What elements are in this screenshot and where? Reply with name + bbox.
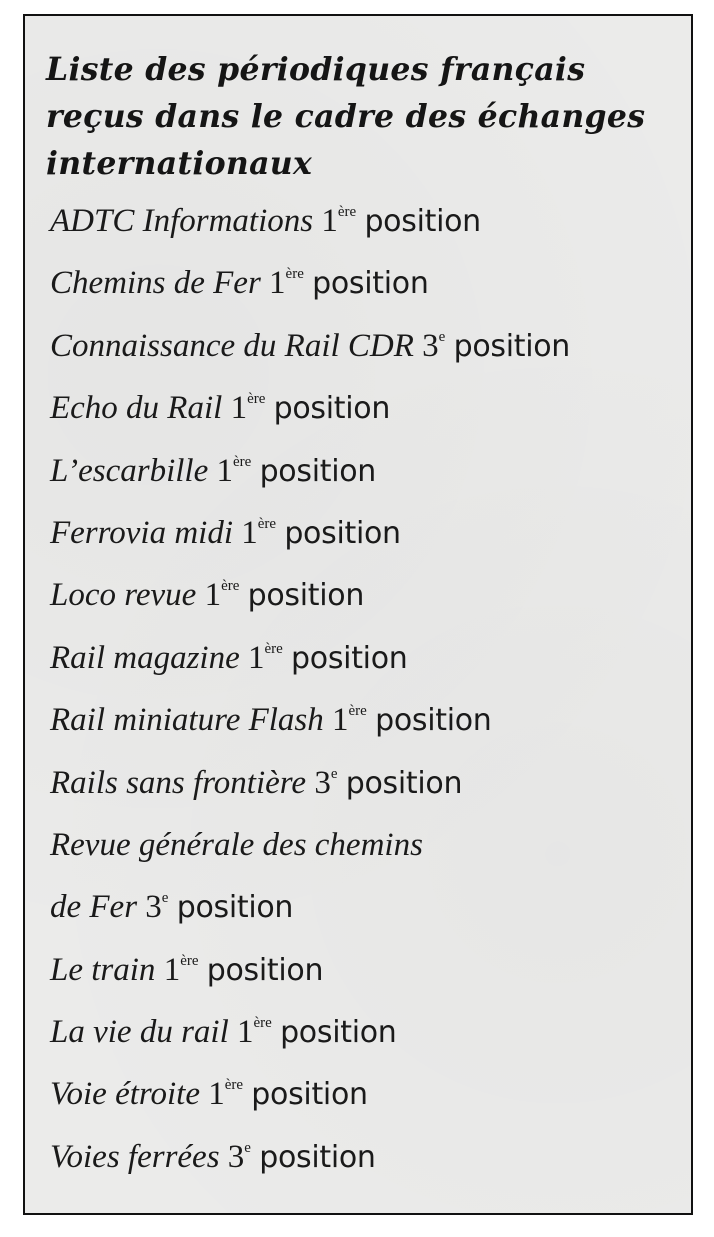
position-label: position	[453, 328, 571, 364]
position-rank: 1	[247, 639, 265, 676]
position-rank: 1	[163, 951, 181, 988]
periodical-name: Echo du Rail	[50, 390, 223, 427]
position-rank: 1	[332, 702, 349, 739]
periodical-name: Loco revue	[50, 577, 197, 614]
position-label: position	[364, 204, 481, 239]
position-rank: 1	[241, 514, 258, 551]
list-item	[50, 255, 680, 317]
position-label: position	[345, 765, 463, 801]
position-label: position	[247, 578, 365, 614]
periodical-name: Connaissance du Rail CDR	[50, 327, 414, 364]
rank-suffix: ère	[233, 453, 252, 470]
position-label: position	[291, 640, 408, 676]
periodical-name: de Fer	[50, 889, 138, 926]
rank-suffix: e	[161, 890, 169, 907]
rank-suffix: ère	[221, 578, 240, 595]
periodical-name: Revue générale des chemins	[50, 826, 423, 863]
list-item	[50, 505, 680, 567]
list-item	[50, 630, 680, 692]
title-line: Liste des périodiques français	[46, 51, 586, 88]
position-label: position	[176, 890, 294, 926]
list-item	[50, 1004, 680, 1066]
periodical-name: Rail miniature Flash	[50, 702, 324, 739]
periodical-name: Chemins de Fer	[50, 265, 261, 302]
periodical-name: Voie étroite	[50, 1076, 200, 1113]
title-line: reçus dans le cadre des échanges	[46, 98, 646, 135]
position-label: position	[375, 703, 492, 739]
title-line: internationaux	[46, 145, 313, 182]
position-label: position	[284, 515, 401, 551]
position-label: position	[280, 1015, 397, 1051]
rank-suffix: ère	[337, 204, 357, 220]
position-label: position	[251, 1077, 368, 1113]
periodicals-list	[50, 193, 680, 1191]
rank-suffix: e	[330, 765, 338, 782]
list-item	[50, 755, 680, 817]
rank-suffix: ère	[264, 640, 283, 657]
list-item	[50, 318, 680, 380]
position-rank: 3	[227, 1138, 245, 1175]
position-rank: 3	[422, 327, 439, 364]
periodical-name: Le train	[50, 951, 156, 988]
rank-suffix: ère	[253, 1015, 272, 1032]
list-item	[50, 443, 680, 505]
rank-suffix: ère	[257, 515, 277, 532]
position-rank: 1	[204, 577, 222, 614]
list-item	[50, 879, 680, 941]
periodical-name: ADTC Informations	[50, 203, 314, 239]
position-rank: 1	[321, 203, 338, 239]
position-rank: 1	[230, 390, 248, 427]
periodical-name: L’escarbille	[50, 452, 209, 489]
rank-suffix: e	[438, 328, 446, 345]
position-label: position	[259, 453, 376, 489]
rank-suffix: ère	[247, 391, 266, 408]
periodical-name: Voies ferrées	[50, 1138, 220, 1175]
list-item	[50, 817, 680, 879]
rank-suffix: ère	[224, 1077, 244, 1094]
rank-suffix: ère	[180, 952, 199, 969]
list-item	[50, 380, 680, 442]
periodical-name: Ferrovia midi	[50, 514, 233, 551]
position-label: position	[312, 266, 429, 302]
position-label: position	[273, 391, 391, 427]
position-rank: 3	[145, 889, 162, 926]
position-rank: 1	[208, 1076, 225, 1113]
list-item	[50, 692, 680, 754]
list-item	[50, 193, 680, 255]
position-rank: 1	[269, 265, 286, 302]
list-title	[46, 46, 676, 187]
rank-suffix: ère	[348, 703, 367, 720]
periodical-name: Rail magazine	[50, 639, 240, 676]
list-item	[50, 942, 680, 1004]
rank-suffix: ère	[285, 266, 304, 283]
position-label: position	[259, 1139, 376, 1175]
periodical-name: Rails sans frontière	[50, 764, 307, 801]
list-item	[50, 1129, 680, 1191]
periodical-name: La vie du rail	[50, 1014, 229, 1051]
position-rank: 1	[216, 452, 233, 489]
position-label: position	[206, 952, 324, 988]
position-rank: 1	[237, 1014, 254, 1051]
rank-suffix: e	[244, 1139, 251, 1156]
list-item	[50, 1066, 680, 1128]
list-item	[50, 567, 680, 629]
position-rank: 3	[314, 764, 331, 801]
